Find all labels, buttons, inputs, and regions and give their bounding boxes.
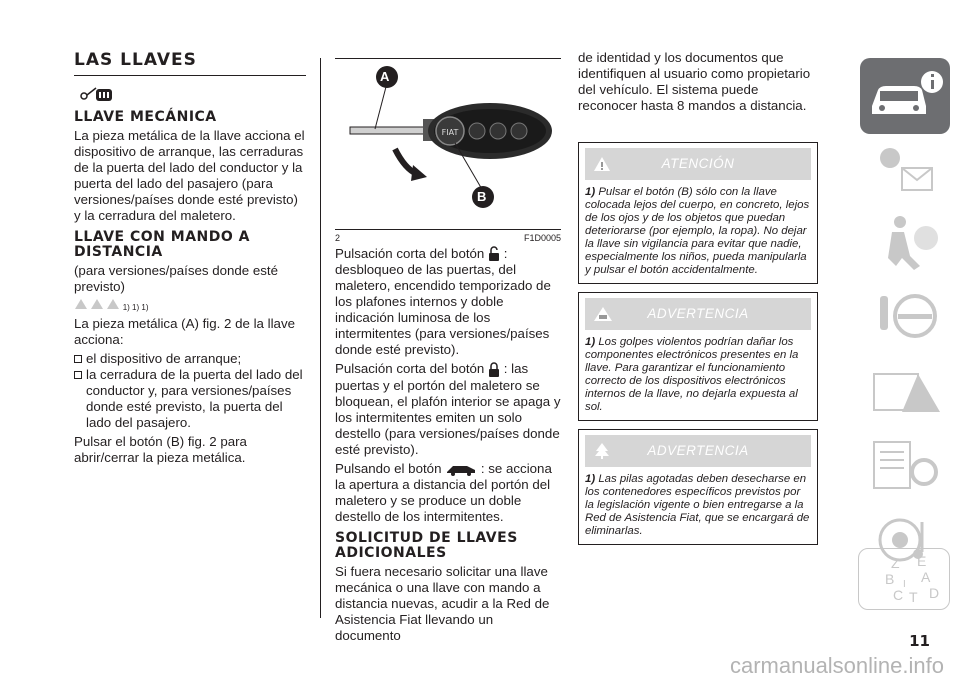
note-number: 1)	[585, 186, 596, 198]
index-letter: E	[917, 553, 927, 569]
unlock-icon	[488, 246, 500, 262]
car-warning-icon	[90, 298, 104, 310]
warning-icon	[74, 298, 88, 310]
paragraph-lock	[335, 361, 561, 457]
tab-maintenance[interactable]	[860, 428, 950, 504]
key-illustration	[335, 59, 561, 229]
index-letter: Z	[891, 555, 900, 571]
paragraph-mando: (para versiones/países donde esté previsto)	[74, 263, 279, 294]
attention-box	[578, 142, 818, 284]
advertencia-body: Los golpes violentos podrían dañar los componentes electrónicos presentes en la llave. Para garantizar el funcionamiento correcto de los dispositivos electrónicos internos de la llave, no dejarla expuesta al sol.	[585, 336, 799, 413]
figure-key	[335, 58, 561, 243]
heading-llave-mando: LLAVE CON MANDO A DISTANCIA	[74, 229, 250, 260]
paragraph-trunk-lead: Pulsando el botón	[335, 460, 442, 476]
maintenance-icon	[860, 428, 950, 504]
title-rule	[74, 75, 306, 76]
tab-safety[interactable]	[860, 206, 950, 282]
paragraph-unlock-body: desbloqueo de las puertas, del maletero, encendido temporizado de los plafones internos y doble indicación luminosa de los intermitentes (para versiones/países donde esté previsto).	[335, 262, 551, 358]
attention-title: ATENCIÓN	[661, 156, 735, 171]
car-info-icon	[860, 58, 950, 134]
advertencia-text	[585, 473, 811, 538]
paragraph-trunk	[335, 461, 561, 525]
advertencia-title: ADVERTENCIA	[647, 443, 749, 458]
reference-numbers: 1) 1) 1)	[122, 303, 149, 312]
lock-icon	[488, 362, 500, 378]
attention-text	[585, 186, 811, 277]
watermark: carmanualsonline.info	[729, 653, 944, 678]
index-letter: I	[903, 579, 906, 590]
paragraph-lock-lead: Pulsación corta del botón	[335, 361, 485, 377]
attention-body: Pulsar el botón (B) sólo con la llave colocada lejos del cuerpo, en concreto, lejos de los ojos y de los objetos que puedan deteriorarse (por ejemplo, la ropa). No dejar la llave sin vigilancia para evitar que nadie, especialmente los niños, pueda manipularla y pulsar el botón accidentalmente.	[585, 186, 810, 276]
tab-index[interactable]	[858, 548, 950, 610]
safety-icon	[860, 206, 950, 282]
index-letter: B	[885, 571, 895, 587]
advertencia-header	[585, 435, 811, 467]
paragraph-mecanica: La pieza metálica de la llave acciona el dispositivo de arranque, las cerraduras de la puerta del lado del conductor y la puerta del lado del pasajero (para versiones/países donde esté previsto) y la cerradura del maletero.	[74, 128, 305, 223]
column-3	[578, 50, 818, 553]
tab-emergency[interactable]	[860, 354, 950, 430]
paragraph-solicitud: Si fuera necesario solicitar una llave mecánica o una llave con mando a distancia nuevas, acudir a la Red de Asistencia Fiat llevando un documento	[335, 563, 550, 643]
svg-text:FIAT: FIAT	[441, 128, 459, 137]
heading-llave-mecanica: LLAVE MECÁNICA	[74, 109, 217, 125]
key-icon	[74, 84, 306, 106]
trunk-icon	[445, 462, 477, 476]
paragraph-pulsar: Pulsar el botón (B) fig. 2 para abrir/cerrar la pieza metálica.	[74, 434, 247, 465]
tab-starting-driving[interactable]	[860, 280, 950, 356]
paragraph-unlock	[335, 246, 561, 358]
paragraph-lock-body: : las puertas y el portón del maletero se bloquean, el plafón interior se apaga y los intermitentes emiten un solo destello (para versiones/países donde esté previsto).	[335, 361, 561, 457]
advertencia-body: Las pilas agotadas deben desecharse en los contenedores específicos previstos por la legislación vigente o bien entregarse a la Red de Asistencia Fiat, que se encargará de eliminarlas.	[585, 473, 810, 537]
index-letter: D	[929, 585, 940, 601]
bullet-item: el dispositivo de arranque;	[74, 351, 306, 367]
index-letter: C	[893, 587, 904, 603]
figure-code: F1D0005	[523, 233, 561, 243]
column-2	[335, 58, 561, 647]
paragraph-continued: de identidad y los documentos que identifiquen al usuario como propietario del vehículo. El sistema puede reconocer hasta 8 mandos a distancia.	[578, 50, 811, 113]
reference-icons	[74, 298, 306, 314]
note-number: 1)	[585, 473, 596, 485]
advertencia-title: ADVERTENCIA	[647, 306, 749, 321]
advertencia-box	[578, 429, 818, 545]
emergency-icon	[860, 354, 950, 430]
advertencia-header	[585, 298, 811, 330]
recycle-icon	[106, 298, 120, 310]
figure-label-b: B	[477, 189, 487, 204]
paragraph-unlock-lead: Pulsación corta del botón	[335, 246, 485, 261]
index-letter: T	[909, 589, 918, 605]
column-1	[74, 50, 306, 469]
paragraph-trunk-body: : se acciona la apertura a distancia del portón del maletero y se produce un doble destello de los intermitentes.	[335, 460, 552, 524]
column-divider	[320, 58, 321, 618]
tab-warning-lights[interactable]	[860, 132, 950, 208]
advertencia-text	[585, 336, 811, 414]
warning-lights-icon	[860, 132, 950, 208]
note-number: 1)	[585, 336, 596, 348]
attention-header	[585, 148, 811, 180]
index-letter: A	[921, 569, 931, 585]
figure-label-a: A	[380, 69, 390, 84]
section-title: LAS LLAVES	[74, 50, 197, 70]
tab-car-info[interactable]	[860, 58, 950, 134]
paragraph-pieza: La pieza metálica (A) fig. 2 de la llave acciona:	[74, 316, 295, 347]
page-number: 11	[909, 632, 930, 650]
figure-number: 2	[335, 233, 341, 243]
paragraph-unlock-colon: :	[503, 246, 508, 261]
steering-wheel-icon	[860, 280, 950, 356]
bullet-item: la cerradura de la puerta del lado del conductor y, para versiones/países donde esté previsto, la puerta del lado del pasajero.	[74, 367, 306, 431]
advertencia-box	[578, 292, 818, 421]
heading-solicitud: SOLICITUD DE LLAVES ADICIONALES	[335, 529, 518, 561]
